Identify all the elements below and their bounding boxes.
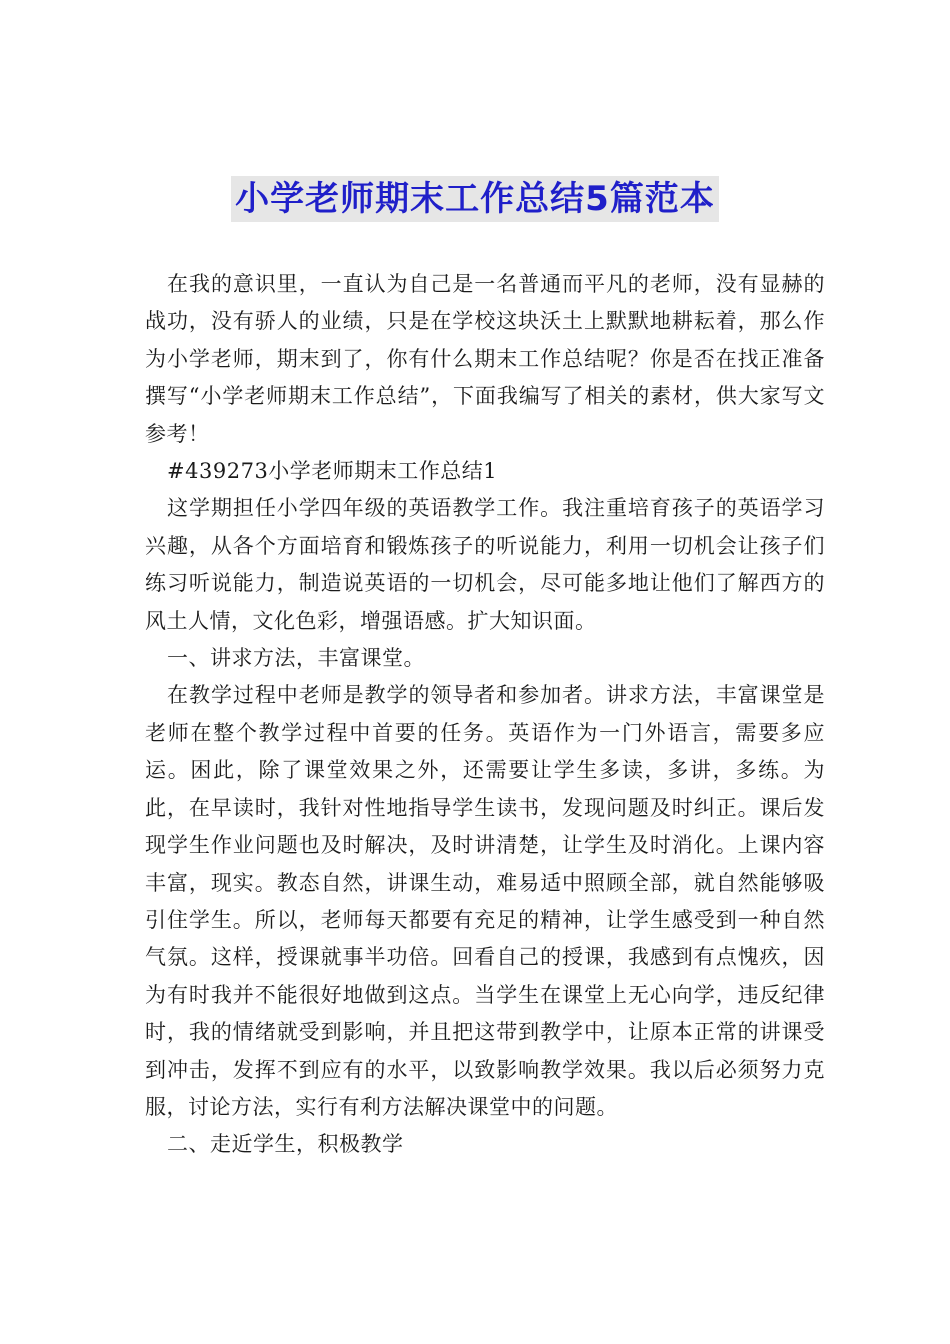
document-title: 小学老师期末工作总结5篇范本 <box>231 176 719 222</box>
intro-paragraph: 在我的意识里，一直认为自己是一名普通而平凡的老师，没有显赫的战功，没有骄人的业绩，只是在学校这块沃土上默默地耕耘着，那么作为小学老师，期末到了，你有什么期末工作总结呢？你是否在找正准备撰写“小学老师期末工作总结”，下面我编写了相关的素材，供大家写文参考！ <box>145 272 825 446</box>
document-body <box>145 266 825 1164</box>
title-container <box>0 176 950 222</box>
section-heading-2: 二、走近学生，积极教学 <box>167 1132 404 1157</box>
body-paragraph: 在教学过程中老师是教学的领导者和参加者。讲求方法，丰富课堂是老师在整个教学过程中首要的任务。英语作为一门外语言，需要多应运。困此，除了课堂效果之外，还需要让学生多读，多讲，多练。为此，在早读时，我针对性地指导学生读书，发现问题及时纠正。课后发现学生作业问题也及时解决，及时讲清楚，让学生及时消化。上课内容丰富，现实。教态自然，讲课生动，难易适中照顾全部，就自然能够吸引住学生。所以，老师每天都要有充足的精神，让学生感受到一种自然气氛。这样，授课就事半功倍。回看自己的授课，我感到有点愧疚，因为有时我并不能很好地做到这点。当学生在课堂上无心向学，违反纪律时，我的情绪就受到影响，并且把这带到教学中，让原本正常的讲课受到冲击，发挥不到应有的水平，以致影响教学效果。我以后必须努力克服，讨论方法，实行有利方法解决课堂中的问题。 <box>145 683 825 1119</box>
section-heading-summary-1: #439273小学老师期末工作总结1 <box>167 459 498 484</box>
section-heading-1: 一、讲求方法，丰富课堂。 <box>167 646 426 671</box>
body-paragraph: 这学期担任小学四年级的英语教学工作。我注重培育孩子的英语学习兴趣，从各个方面培育和锻炼孩子的听说能力，利用一切机会让孩子们练习听说能力，制造说英语的一切机会，尽可能多地让他们了解西方的风土人情，文化色彩，增强语感。扩大知识面。 <box>145 496 825 633</box>
